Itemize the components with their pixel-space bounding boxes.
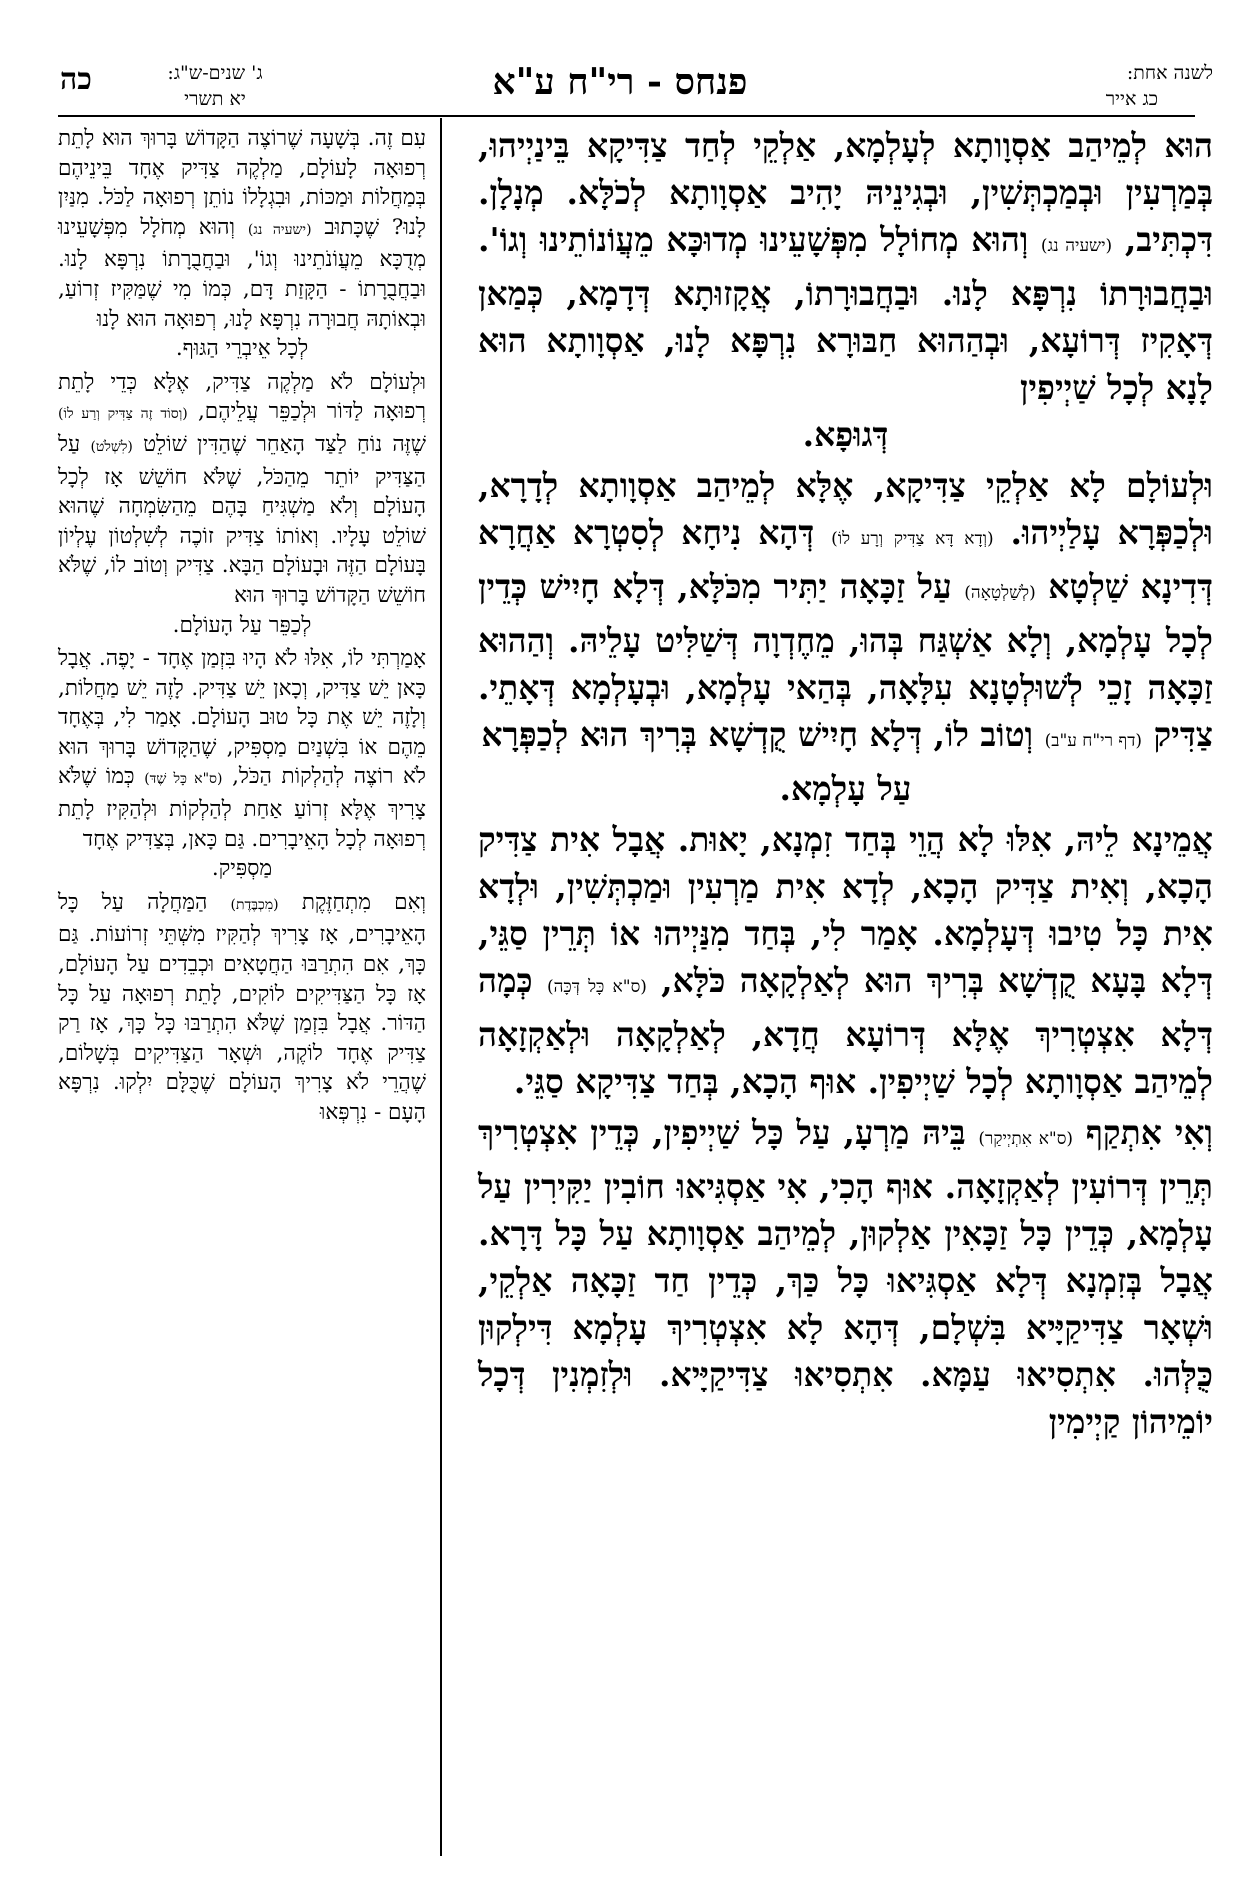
paragraph-end: דְּגוּפָא. — [802, 415, 889, 454]
page-title: פנחס - רי"ח ע"א — [492, 61, 748, 103]
translation-text: שֶׁזֶּה נוֹחַ לַצַּד הָאַחֵר שֶׁהַדִּין שׁוֹלֵט — [143, 431, 426, 457]
daf-label: לשנה אחת: — [1126, 62, 1213, 84]
translation-paragraph-4 — [58, 888, 426, 1128]
column-divider — [440, 118, 442, 1856]
translation-text: וּלְעוֹלָם לֹא מַלְקֶה צַדִּיק, אֶלָּא כְּדֵי לָתֵת רְפוּאָה לַדּוֹר וּלְכַפֵּר עֲלֵיהֶם, — [58, 369, 426, 425]
cycle-dates — [130, 60, 300, 112]
translation-text: עַל הַצַּדִּיק יוֹתֵר מֵהַכֹּל, שֶׁלֹּא חוֹשֵׁשׁ אָז לְכָל הָעוֹלָם וְלֹא מַשְׁגִּיחַ בָּהֶם מֵהַשִּׂמְחָה שֶׁהוּא שׁוֹלֵט עָלָיו. וְאוֹתוֹ צַדִּיק זוֹכֶה לְשִׁלְטוֹן עֶלְיוֹן בָּעוֹלָם הַזֶּה וּבָעוֹלָם הַבָּא. צַדִּיק וְטוֹב לוֹ, שֶׁלֹּא חוֹשֵׁשׁ הַקָּדוֹשׁ בָּרוּךְ הוּא — [58, 431, 426, 608]
translation-paragraph-3 — [58, 644, 426, 884]
aramaic-text: וְטוֹב לוֹ, דְּלָא חָיִישׁ קֻדְשָׁא בְּרִיךְ הוּא לְכַפְּרָא — [481, 715, 1034, 754]
translation-text: וְאִם מִתְחַזֶּקֶת — [301, 889, 426, 915]
translation-text: כְּמוֹ שֶׁלֹּא צָרִיךְ אֶלָּא זְרוֹעַ אַחַת לְהַלְקוֹת וּלְהַקִּיז לָתֵת רְפוּאָה לְכָל הָאֵיבָרִים. גַּם כָּאן, בְּצַדִּיק אֶחָד — [58, 764, 426, 852]
translation-text: הַמַּחֲלָה עַל כָּל הָאֵיבָרִים, אָז צָרִיךְ לְהַקִּיז מִשְּׁתֵּי זְרוֹעוֹת. גַּם כָּךְ, אִם הִתְרַבּוּ הַחֲטָאִים וּכְבֵדִים עַל הָעוֹלָם, אָז כָּל הַצַּדִּיקִים לוֹקִים, לָתֵת רְפוּאָה עַל כָּל הַדּוֹר. אֲבָל בִּזְמַן שֶׁלֹּא הִתְרַבּוּ כָּל כָּךְ, אָז רַק צַדִּיק אֶחָד לוֹקֶה, וּשְׁאָר הַצַּדִּיקִים בְּשָׁלוֹם, שֶׁהֲרֵי לֹא צָרִיךְ הָעוֹלָם שֶׁכֻּלָּם יִלְקוּ. נִרְפָּא הָעָם - נִרְפְּאוּ — [58, 889, 426, 1125]
variant-reference: (וְסוֹד זֶה צַדִּיק וְרַע לוֹ) — [58, 406, 188, 423]
translation-text: אָמַרְתִּי לוֹ, אִלּוּ לֹא הָיוּ בִּזְמַן אֶחָד - יָפֶה. אֲבָל כָּאן יֵשׁ צַדִּיק, וְכָאן יֵשׁ צַדִּיק. לָזֶה יֵשׁ מַחֲלוֹת, וְלָזֶה יֵשׁ אֶת כָּל טוּב הָעוֹלָם. אָמַר לִי, בְּאֶחָד מֵהֶם אוֹ בִּשְׁנַיִם מַסְפִּיק, שֶׁהַקָּדוֹשׁ בָּרוּךְ הוּא לֹא רוֹצֶה לְהַלְקוֹת הַכֹּל, — [58, 646, 426, 790]
aramaic-text: עַל זַכָּאָה יַתִּיר מִכֹּלָּא, דְּלָא חָיִישׁ כְּדֵין לְכָל עָלְמָא, וְלָא אַשְׁגַּח בְּהוּ, מֵחֶדְוָה דְּשַׁלִּיט עָלֵיהּ. וְהַהוּא זַכָּאָה זָכֵי לְשׁוּלְטָנָא עִלָּאָה, בְּהַאי עָלְמָא, וּבְעָלְמָא דְּאָתֵי. צַדִּיק — [478, 567, 1213, 754]
aramaic-paragraph-3 — [478, 816, 1213, 1105]
variant-reference: (מִכְבֶּדֶת) — [230, 896, 279, 913]
variant-reference: (ס"א אִתְיְיקַר) — [978, 1129, 1074, 1149]
header-rule — [58, 115, 1195, 117]
aramaic-paragraph-1 — [478, 122, 1213, 458]
aramaic-paragraph-4 — [478, 1109, 1213, 1445]
aramaic-text: הוּא לְמֵיהַב אַסְוָותָא לְעָלְמָא, אַלְקֵי לְחַד צַדִּיקָא בֵּינַיְיהוּ, בְּמַרְעִין וּבְמַכְתְּשִׁין, וּבְגִינֵיהּ יָהִיב אַסְוָותָא לְכֹלָּא. מְנָלָן. דִּכְתִּיב, — [478, 126, 1213, 259]
aramaic-column — [478, 122, 1213, 1449]
paragraph-end: לְכָל אֵיבְרֵי הַגּוּף. — [175, 336, 309, 362]
paragraph-end: מַסְפִּיק. — [211, 856, 273, 882]
translation-text: עִם זֶה. בְּשָׁעָה שֶׁרוֹצֶה הַקָּדוֹשׁ בָּרוּךְ הוּא לָתֵת רְפוּאָה לָעוֹלָם, מַלְקֶה צַדִּיק אֶחָד בֵּינֵיהֶם בְּמַחֲלוֹת וּמַכּוֹת, וּבִגְלָלוֹ נוֹתֵן רְפוּאָה לַכֹּל. מִנַּיִן לָנוּ? שֶׁכָּתוּב — [58, 126, 426, 240]
aramaic-text: כְּמָה דְּלָא אִצְטְרִיךְ אֶלָּא דְּרוֹעָא חֲדָא, לְאַלְקָאָה וּלְאַקְזָאָה לְמֵיהַב אַסְוָותָא לְכָל שַׁיְיפִין. אוּף הָכָא, בְּחַד צַדִּיקָא סַגֵּי. — [478, 961, 1213, 1101]
variant-reference: (ס"א כָּל דְּכָּה) — [546, 977, 647, 997]
aramaic-paragraph-2 — [478, 462, 1213, 812]
aramaic-text: בֵּיהּ מַרְעָ, עַל כָּל שַׁיְיפִין, כְּדֵין אִצְטְרִיךְ תְּרֵין דְּרוֹעִין לְאַקְזָאָה. אוּף הָכִי, אִי אַסְגִּיאוּ חוֹבִין יַקִּירִין עַל עָלְמָא, כְּדֵין כָּל זַכָּאִין אַלְקוּן, לְמֵיהַב אַסְוָותָא עַל כָּל דָּרָא. אֲבָל בְּזִמְנָא דְּלָא אַסְגִּיאוּ כָּל כַּךְ, כְּדֵין חַד זַכָּאָה אַלְקֵי, וּשְׁאָר צַדִּיקַיָּיא בִּשְׁלָם, דְּהָא לָא אִצְטְרִיךְ עָלְמָא דִּילְקוּן כֻּלְּהוּ. אִתְסִיאוּ עַמָּא. אִתְסִיאוּ צַדִּיקַיָּיא. וּלְזִמְנִין דְּכָל יוֹמֵיהוֹן קַיְימִין — [478, 1113, 1213, 1441]
cycle-date: יא תשרי — [184, 88, 246, 110]
variant-reference: (לִשְׁלֹט) — [90, 438, 133, 455]
translation-paragraph-1 — [58, 124, 426, 364]
folio-reference: (דף רי"ח ע"ב) — [1044, 731, 1143, 751]
hebrew-translation-column — [58, 124, 426, 1132]
variant-reference: (לְשַׁלְטָאָה) — [964, 583, 1036, 603]
cycle-label: ג' שנים-ש"ג: — [167, 62, 263, 84]
aramaic-text: וְאִי אִתְקַף — [1085, 1113, 1213, 1152]
aramaic-text: וְהוּא מְחוֹלָל מִפְּשָׁעֵינוּ מְדוּכָּא מֵעֲוֹנוֹתֵינוּ וְגוֹ'. וּבַחֲבוּרָתוֹ נִרְפָּא לָנוּ. וּבַחֲבוּרָתוֹ, אֲקָזוּתָא דְּדָמָא, כְּמַאן דְּאָקִיז דְּרוֹעָא, וּבְהַהוּא חַבּוּרָא נִרְפָּא לָנוּ, אַסְוָותָא הוּא לָנָא לְכָל שַׁיְיפִין — [478, 220, 1213, 407]
daf-header — [983, 60, 1213, 112]
paragraph-end: לְכַפֵּר עַל הָעוֹלָם. — [172, 612, 312, 638]
page-number: כה — [60, 62, 92, 97]
translation-paragraph-2 — [58, 368, 426, 640]
source-reference: (ישעיה נג) — [247, 221, 312, 238]
variant-reference: (וְדָא דָּא צַדִּיק וְרָע לוֹ) — [831, 529, 994, 549]
daf-date: כג אייר — [1105, 88, 1158, 110]
translation-text: וְהוּא מְחֹלָל מִפְּשָׁעֵינוּ מְדֻכָּא מֵעֲוֹנֹתֵינוּ וְגוֹ', וּבַחֲבֻרָתוֹ נִרְפָּא לָנוּ. וּבַחֲבֻרָתוֹ - הַקָּזַת דָּם, כְּמוֹ מִי שֶׁמַּקִּיז זְרוֹעַ, וּבְאוֹתָהּ חֲבוּרָה נִרְפָּא לָנוּ, רְפוּאָה הוּא לָנוּ — [58, 214, 426, 332]
variant-reference: (ס"א כָּל שֶׁדּ) — [144, 771, 223, 788]
aramaic-text: וּלְעוֹלָם לָא אַלְקֵי צַדִּיקָא, אֶלָּא לְמֵיהַב אַסְוָותָא לְדָרָא, וּלְכַפְּרָא עָלַיְיהוּ. — [478, 466, 1213, 552]
aramaic-text: אֲמֵינָא לֵיהּ, אִלּוּ לָא הֲוֵי בְּחַד זִמְנָא, יָאוּת. אֲבָל אִית צַדִּיק הָכָא, וְאִית צַדִּיק הָכָא, לְדָא אִית מַרְעִין וּמַכְתְּשִׁין, וּלְדָא אִית כָּל טִיבוּ דְּעָלְמָא. אָמַר לִי, בְּחַד מִנַּיְיהוּ אוֹ תְּרֵין סַגֵּי, דְּלָא בָּעָא קֻדְשָׁא בְּרִיךְ הוּא לְאַלְקָאָה כֹּלָּא, — [478, 820, 1213, 1000]
paragraph-end: עַל עָלְמָא. — [779, 769, 912, 808]
source-reference: (ישעיה נג) — [1040, 236, 1113, 256]
aramaic-text: דְּהָא נִיחָא לְסִטְרָא אַחֲרָא דְּדִינָא שַׁלְטָא — [478, 513, 1213, 606]
